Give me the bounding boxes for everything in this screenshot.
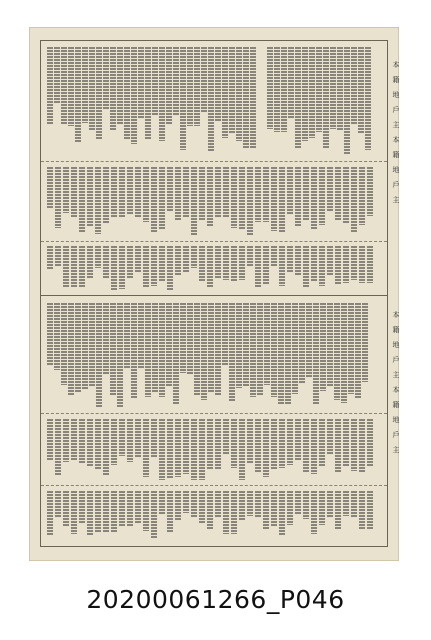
print-column bbox=[343, 491, 349, 516]
print-column bbox=[159, 167, 165, 230]
print-column bbox=[191, 491, 197, 517]
print-column bbox=[278, 303, 284, 404]
print-column bbox=[239, 246, 245, 280]
print-column bbox=[223, 491, 229, 534]
print-column bbox=[236, 47, 242, 141]
print-column bbox=[173, 303, 179, 405]
print-column bbox=[295, 167, 301, 227]
print-column bbox=[337, 47, 343, 130]
print-column bbox=[89, 47, 95, 131]
print-column bbox=[143, 167, 149, 222]
print-column bbox=[303, 167, 309, 221]
print-column bbox=[303, 491, 309, 519]
print-column bbox=[54, 47, 60, 104]
print-column bbox=[229, 47, 235, 134]
image-caption: 20200061266_P046 bbox=[86, 585, 345, 614]
print-column bbox=[343, 167, 349, 224]
row-divider bbox=[41, 241, 387, 242]
print-column bbox=[351, 167, 357, 233]
print-column bbox=[343, 246, 349, 283]
print-column bbox=[103, 47, 109, 110]
register-table-frame bbox=[40, 40, 400, 547]
print-column bbox=[309, 47, 315, 138]
print-column bbox=[119, 419, 125, 456]
print-column bbox=[47, 246, 53, 269]
print-column bbox=[167, 246, 173, 290]
print-column bbox=[180, 303, 186, 373]
print-column bbox=[103, 167, 109, 224]
print-column bbox=[299, 303, 305, 383]
print-column bbox=[194, 47, 200, 126]
print-column bbox=[175, 246, 181, 276]
print-column bbox=[124, 303, 130, 369]
print-column bbox=[250, 47, 256, 148]
print-column bbox=[267, 47, 273, 129]
print-column bbox=[239, 419, 245, 480]
print-column bbox=[263, 246, 269, 285]
print-column bbox=[87, 246, 93, 279]
print-column bbox=[263, 419, 269, 477]
print-column bbox=[127, 246, 133, 279]
print-column bbox=[264, 303, 270, 385]
print-column bbox=[351, 246, 357, 280]
print-column bbox=[335, 491, 341, 530]
print-column bbox=[320, 303, 326, 391]
print-column bbox=[285, 303, 291, 404]
print-column bbox=[271, 246, 277, 266]
print-column bbox=[311, 167, 317, 229]
print-column bbox=[124, 47, 130, 140]
print-column bbox=[327, 303, 333, 387]
print-column bbox=[271, 303, 277, 397]
print-column bbox=[303, 246, 309, 288]
print-column bbox=[47, 491, 53, 535]
print-column bbox=[135, 419, 141, 457]
print-column bbox=[127, 491, 133, 527]
print-column bbox=[231, 491, 237, 534]
print-column bbox=[367, 419, 373, 466]
print-column bbox=[208, 303, 214, 392]
print-column bbox=[263, 491, 269, 530]
print-column bbox=[288, 47, 294, 118]
print-column bbox=[47, 303, 53, 365]
print-column bbox=[247, 167, 253, 236]
print-column bbox=[287, 419, 293, 465]
print-column bbox=[61, 303, 67, 385]
print-column bbox=[63, 491, 69, 526]
print-column bbox=[127, 419, 133, 462]
print-column bbox=[311, 491, 317, 534]
print-column bbox=[71, 246, 77, 288]
print-column bbox=[319, 167, 325, 225]
print-column bbox=[119, 167, 125, 217]
print-column bbox=[247, 246, 253, 266]
print-column bbox=[222, 47, 228, 138]
print-column bbox=[167, 419, 173, 478]
print-column bbox=[173, 47, 179, 116]
print-column bbox=[135, 167, 141, 217]
print-column bbox=[335, 246, 341, 285]
print-column bbox=[215, 246, 221, 279]
print-column bbox=[183, 246, 189, 273]
print-column bbox=[319, 419, 325, 467]
print-column bbox=[103, 491, 109, 532]
print-column bbox=[231, 167, 237, 228]
print-column bbox=[54, 303, 60, 370]
print-column bbox=[111, 246, 117, 290]
print-column bbox=[359, 491, 365, 529]
print-column bbox=[187, 303, 193, 374]
print-column bbox=[287, 246, 293, 272]
print-column bbox=[191, 167, 197, 235]
print-column bbox=[295, 246, 301, 275]
print-column bbox=[295, 47, 301, 148]
print-column bbox=[175, 167, 181, 220]
print-column bbox=[55, 246, 61, 267]
print-column bbox=[255, 419, 261, 472]
print-column bbox=[119, 246, 125, 289]
print-column bbox=[166, 47, 172, 124]
print-column bbox=[110, 47, 116, 131]
print-column bbox=[341, 303, 347, 403]
print-column bbox=[55, 491, 61, 518]
print-column bbox=[127, 167, 133, 214]
print-column bbox=[138, 47, 144, 119]
print-column bbox=[138, 303, 144, 369]
print-column bbox=[348, 303, 354, 394]
print-column bbox=[359, 246, 365, 283]
print-column bbox=[215, 47, 221, 122]
print-column bbox=[362, 303, 368, 382]
print-column bbox=[95, 246, 101, 268]
print-column bbox=[215, 167, 221, 218]
print-column bbox=[96, 47, 102, 139]
print-column bbox=[239, 167, 245, 230]
print-column bbox=[95, 419, 101, 469]
print-column bbox=[87, 491, 93, 536]
print-column bbox=[135, 491, 141, 524]
print-column bbox=[335, 167, 341, 220]
print-column bbox=[63, 167, 69, 213]
print-column bbox=[183, 491, 189, 513]
print-column bbox=[365, 47, 371, 150]
print-column bbox=[250, 303, 256, 397]
print-column bbox=[303, 419, 309, 472]
print-column bbox=[319, 246, 325, 286]
print-column bbox=[287, 167, 293, 215]
print-column bbox=[61, 47, 67, 125]
print-column bbox=[344, 47, 350, 154]
print-column bbox=[281, 47, 287, 132]
print-column bbox=[255, 246, 261, 288]
print-column bbox=[152, 47, 158, 115]
print-column bbox=[151, 419, 157, 458]
print-column bbox=[143, 246, 149, 288]
print-column bbox=[79, 246, 85, 288]
print-column bbox=[207, 491, 213, 529]
lower-register-section bbox=[41, 295, 400, 546]
print-column bbox=[222, 303, 228, 365]
print-column bbox=[151, 246, 157, 286]
print-column bbox=[239, 491, 245, 521]
print-column bbox=[263, 167, 269, 222]
print-column bbox=[47, 47, 53, 124]
print-column bbox=[166, 303, 172, 387]
print-column bbox=[159, 47, 165, 141]
print-column bbox=[82, 303, 88, 390]
print-column bbox=[199, 419, 205, 480]
print-column bbox=[191, 246, 197, 268]
print-column bbox=[183, 167, 189, 218]
print-column bbox=[201, 303, 207, 400]
print-column bbox=[95, 491, 101, 532]
print-column bbox=[159, 303, 165, 397]
print-column bbox=[47, 167, 53, 209]
print-column bbox=[215, 491, 221, 517]
print-column bbox=[187, 47, 193, 126]
side-label-bottom: 本籍地戶主本籍地戶主 bbox=[392, 311, 400, 461]
print-column bbox=[68, 47, 74, 126]
print-column bbox=[359, 419, 365, 473]
print-column bbox=[87, 167, 93, 226]
print-column bbox=[327, 246, 333, 276]
print-column bbox=[327, 491, 333, 517]
print-column bbox=[87, 419, 93, 466]
print-column bbox=[159, 419, 165, 480]
print-column bbox=[199, 167, 205, 220]
print-column bbox=[143, 419, 149, 477]
print-column bbox=[367, 246, 373, 283]
print-column bbox=[207, 419, 213, 469]
print-column bbox=[71, 491, 77, 534]
print-column bbox=[223, 167, 229, 217]
print-column bbox=[223, 419, 229, 455]
print-column bbox=[180, 47, 186, 150]
print-column bbox=[207, 246, 213, 288]
print-column bbox=[71, 419, 77, 461]
print-column bbox=[167, 491, 173, 532]
print-column bbox=[306, 303, 312, 377]
print-column bbox=[175, 419, 181, 477]
print-column bbox=[255, 491, 261, 518]
print-column bbox=[117, 303, 123, 407]
print-column bbox=[63, 419, 69, 462]
print-column bbox=[247, 419, 253, 463]
print-column bbox=[199, 246, 205, 281]
print-column bbox=[89, 303, 95, 386]
print-column bbox=[295, 419, 301, 460]
print-column bbox=[287, 491, 293, 525]
print-column bbox=[355, 303, 361, 398]
print-column bbox=[71, 167, 77, 218]
print-column bbox=[55, 167, 61, 228]
print-column bbox=[75, 47, 81, 142]
print-column bbox=[343, 419, 349, 466]
archival-page bbox=[30, 28, 398, 560]
print-column bbox=[199, 491, 205, 524]
print-column bbox=[159, 246, 165, 281]
print-column bbox=[111, 167, 117, 218]
print-column bbox=[334, 303, 340, 400]
print-column bbox=[358, 47, 364, 134]
print-column bbox=[316, 47, 322, 132]
side-label-top: 本籍地戶主本籍地戶主 bbox=[392, 61, 400, 211]
print-column bbox=[351, 47, 357, 125]
print-column bbox=[330, 47, 336, 129]
print-column bbox=[143, 491, 149, 531]
print-column bbox=[194, 303, 200, 395]
print-column bbox=[311, 419, 317, 474]
print-column bbox=[255, 167, 261, 222]
print-column bbox=[319, 491, 325, 525]
row-divider bbox=[41, 413, 387, 414]
print-column bbox=[111, 491, 117, 533]
print-column bbox=[135, 246, 141, 273]
print-column bbox=[96, 303, 102, 407]
print-column bbox=[327, 419, 333, 455]
print-column bbox=[47, 419, 53, 461]
print-column bbox=[279, 491, 285, 535]
print-column bbox=[236, 303, 242, 388]
print-column bbox=[207, 167, 213, 227]
print-column bbox=[223, 246, 229, 280]
upper-register-section bbox=[41, 41, 400, 296]
print-column bbox=[151, 167, 157, 232]
print-column bbox=[79, 167, 85, 233]
row-divider bbox=[41, 161, 387, 162]
print-column bbox=[302, 47, 308, 141]
print-column bbox=[175, 491, 181, 520]
print-column bbox=[201, 47, 207, 113]
print-column bbox=[95, 167, 101, 234]
print-column bbox=[82, 47, 88, 123]
print-column bbox=[271, 491, 277, 527]
print-column bbox=[231, 419, 237, 468]
print-column bbox=[191, 419, 197, 480]
print-column bbox=[271, 419, 277, 470]
print-column bbox=[257, 303, 263, 396]
print-column bbox=[292, 303, 298, 394]
print-column bbox=[367, 167, 373, 216]
print-column bbox=[151, 491, 157, 538]
print-column bbox=[119, 491, 125, 526]
print-column bbox=[208, 47, 214, 151]
print-column bbox=[152, 303, 158, 393]
print-column bbox=[274, 47, 280, 132]
print-column bbox=[131, 303, 137, 398]
print-column bbox=[351, 419, 357, 471]
print-column bbox=[103, 246, 109, 278]
print-column bbox=[311, 246, 317, 281]
print-column bbox=[55, 419, 61, 475]
print-column bbox=[79, 419, 85, 463]
print-column bbox=[323, 47, 329, 148]
print-column bbox=[279, 246, 285, 286]
print-column bbox=[145, 47, 151, 140]
print-column bbox=[79, 491, 85, 524]
print-column bbox=[131, 47, 137, 144]
print-column bbox=[359, 167, 365, 225]
print-column bbox=[335, 419, 341, 472]
print-column bbox=[183, 419, 189, 474]
print-column bbox=[243, 47, 249, 148]
print-column bbox=[117, 47, 123, 125]
print-column bbox=[313, 303, 319, 405]
print-column bbox=[110, 303, 116, 395]
print-column bbox=[159, 491, 165, 514]
print-column bbox=[243, 303, 249, 386]
print-column bbox=[367, 491, 373, 530]
print-column bbox=[68, 303, 74, 396]
print-column bbox=[351, 491, 357, 518]
print-column bbox=[229, 303, 235, 401]
print-column bbox=[111, 419, 117, 465]
print-column bbox=[295, 491, 301, 514]
print-column bbox=[271, 167, 277, 231]
print-column bbox=[103, 303, 109, 375]
print-column bbox=[75, 303, 81, 392]
print-column bbox=[231, 246, 237, 281]
print-column bbox=[63, 246, 69, 288]
print-column bbox=[247, 491, 253, 516]
print-column bbox=[215, 419, 221, 470]
print-column bbox=[103, 419, 109, 476]
print-column bbox=[167, 167, 173, 211]
print-column bbox=[279, 167, 285, 233]
print-column bbox=[279, 419, 285, 468]
print-column bbox=[145, 303, 151, 397]
row-divider bbox=[41, 485, 387, 486]
print-column bbox=[327, 167, 333, 212]
print-column bbox=[215, 303, 221, 396]
